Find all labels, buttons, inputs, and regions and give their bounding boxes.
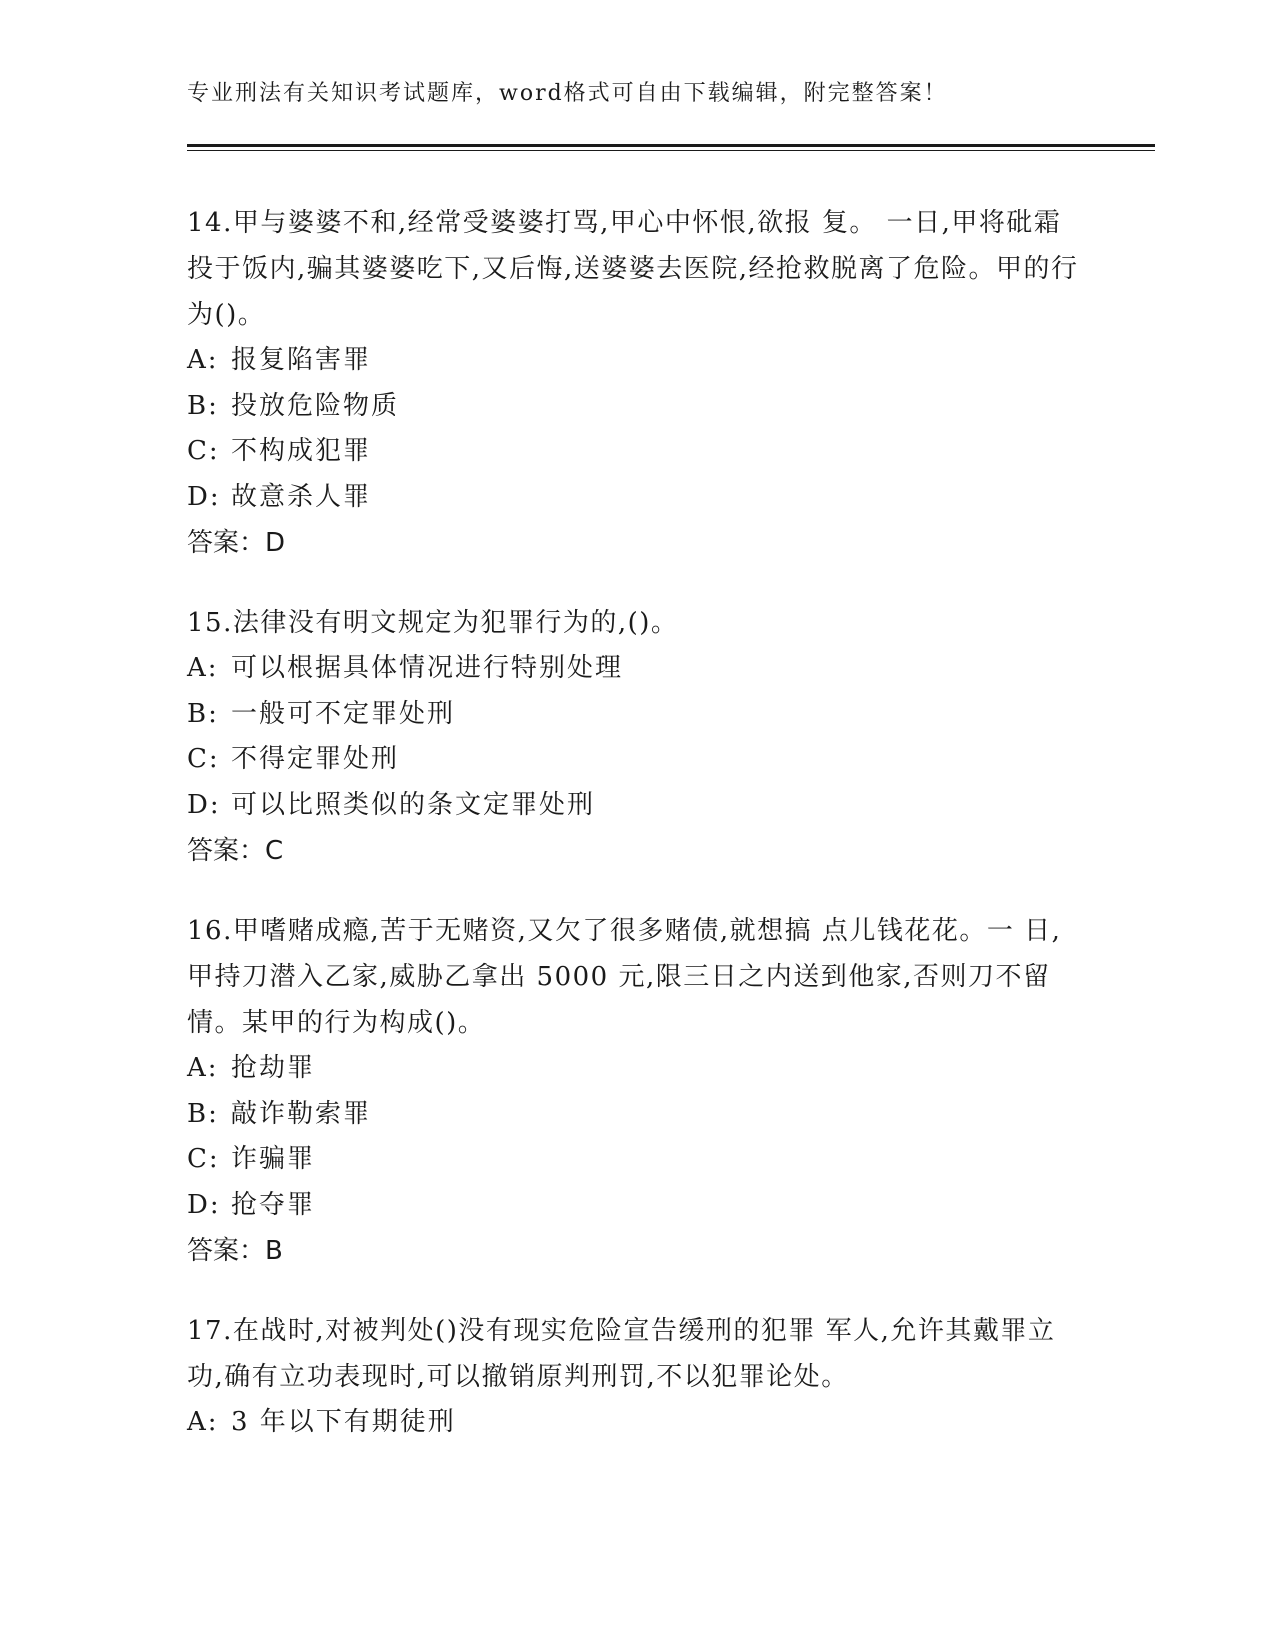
- header-rule-thick: [187, 144, 1155, 147]
- question-16: [187, 908, 1087, 1274]
- header-rule-thin: [187, 150, 1155, 151]
- option-a: [187, 1400, 1087, 1446]
- option-text: 故意杀人罪: [231, 481, 372, 512]
- option-text: 不得定罪处刑: [231, 744, 400, 774]
- option-key: A:: [187, 653, 219, 683]
- option-key: C:: [187, 436, 220, 466]
- option-text: 不构成犯罪: [231, 436, 372, 466]
- option-text: 诈骗罪: [231, 1144, 316, 1174]
- option-key: B:: [187, 698, 219, 729]
- option-text: 投放危险物质: [231, 390, 400, 421]
- option-key: B:: [187, 390, 219, 421]
- option-d: [187, 783, 1087, 829]
- option-b: [187, 384, 1087, 430]
- option-d: [187, 475, 1087, 521]
- option-key: A:: [187, 1053, 219, 1083]
- option-key: A:: [187, 1407, 219, 1437]
- question-stem: 17.在战时,对被判处()没有现实危险宣告缓刑的犯罪 军人,允许其戴罪立功,确有立功表现时,可以撤销原判刑罚,不以犯罪论处。: [187, 1316, 1056, 1392]
- question-17: [187, 1308, 1087, 1446]
- option-text: 报复陷害罪: [231, 345, 372, 375]
- answer-line: 答案：D: [187, 528, 286, 558]
- option-text: 3 年以下有期徒刑: [231, 1407, 456, 1437]
- option-text: 一般可不定罪处刑: [231, 698, 456, 729]
- question-stem: 15.法律没有明文规定为犯罪行为的,()。: [187, 608, 679, 638]
- question-list: [187, 200, 1087, 1480]
- option-b: [187, 692, 1087, 738]
- option-key: C:: [187, 744, 220, 774]
- question-15: [187, 600, 1087, 874]
- option-text: 可以比照类似的条文定罪处刑: [231, 789, 596, 820]
- option-a: [187, 1046, 1087, 1092]
- question-stem: 16.甲嗜赌成瘾,苦于无赌资,又欠了很多赌债,就想搞 点儿钱花花。一 日,甲持刀潜入乙家,威胁乙拿出 5000 元,限三日之内送到他家,否则刀不留情。某甲的行为构成()。: [187, 916, 1062, 1038]
- option-text: 敲诈勒索罪: [231, 1098, 372, 1129]
- option-text: 可以根据具体情况进行特别处理: [231, 653, 624, 683]
- answer-line: 答案：B: [187, 1236, 283, 1266]
- option-text: 抢夺罪: [231, 1189, 316, 1220]
- question-14: [187, 200, 1087, 566]
- option-c: [187, 429, 1087, 475]
- answer-line: 答案：C: [187, 836, 284, 866]
- option-key: D:: [187, 1189, 221, 1220]
- option-key: C:: [187, 1144, 220, 1174]
- option-key: B:: [187, 1098, 219, 1129]
- document-header: 专业刑法有关知识考试题库，word格式可自由下载编辑，附完整答案！: [187, 81, 948, 106]
- option-key: D:: [187, 789, 221, 820]
- option-text: 抢劫罪: [231, 1053, 316, 1083]
- question-stem: 14.甲与婆婆不和,经常受婆婆打骂,甲心中怀恨,欲报 复。 一日,甲将砒霜投于饭内,骗其婆婆吃下,又后悔,送婆婆去医院,经抢救脱离了危险。甲的行为()。: [187, 208, 1079, 330]
- option-b: [187, 1092, 1087, 1138]
- option-a: [187, 646, 1087, 692]
- option-d: [187, 1183, 1087, 1229]
- option-key: A:: [187, 345, 219, 375]
- option-c: [187, 1137, 1087, 1183]
- option-c: [187, 737, 1087, 783]
- option-key: D:: [187, 481, 221, 512]
- option-a: [187, 338, 1087, 384]
